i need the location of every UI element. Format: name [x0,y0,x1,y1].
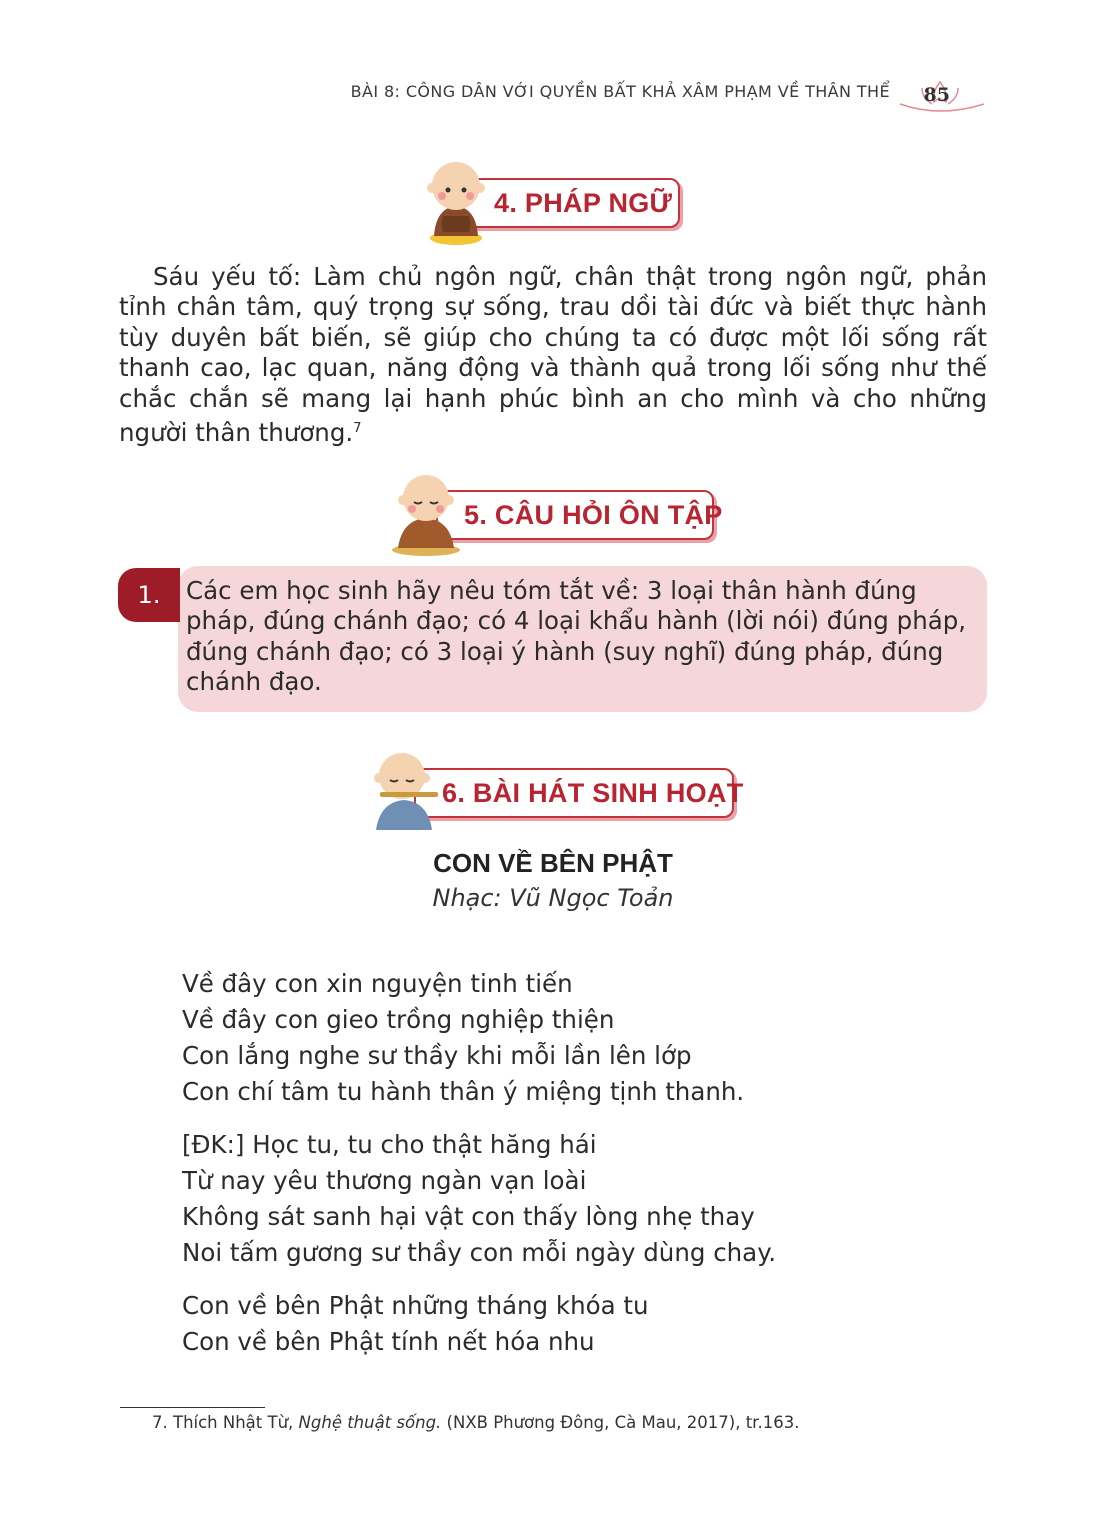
song-line: Con về bên Phật những tháng khóa tu [182,1291,649,1320]
song-composer: Nhạc: Vũ Ngọc Toản [432,884,674,912]
footnote-book-title: Nghệ thuật sống. [298,1413,442,1432]
song-line: Về đây con gieo trồng nghiệp thiện [182,1005,615,1034]
dharma-paragraph [119,262,987,449]
section-heading-4 [420,156,690,246]
footnote-rule [120,1407,265,1408]
section-title: 5. CÂU HỎI ÔN TẬP [464,499,723,530]
monk-meditating-icon [388,468,464,558]
section-heading-box [414,768,744,818]
section-heading-6 [366,746,744,836]
song-line: Con lắng nghe sư thầy khi mỗi lần lên lớp [182,1041,692,1070]
song-title: CON VỀ BÊN PHẬT [433,848,673,878]
section-heading-box [462,178,680,228]
running-title: BÀI 8: CÔNG DÂN VỚI QUYỀN BẤT KHẢ XÂM PHẠM VỀ THÂN THỂ [350,82,890,101]
song-line: [ĐK:] Học tu, tu cho thật hăng hái [182,1130,597,1159]
song-line: Con về bên Phật tính nết hóa nhu [182,1327,595,1356]
footnote-prefix: 7. Thích Nhật Từ, [152,1413,299,1432]
song-line: Con chí tâm tu hành thân ý miệng tịnh thanh. [182,1077,745,1106]
footnote-ref: 7 [353,421,362,437]
monk-flute-icon [366,746,442,836]
footnote [152,1413,799,1432]
page-number: 85 [923,84,950,106]
song-line: Noi tấm gương sư thầy con mỗi ngày dùng chay. [182,1238,776,1267]
song-stanza-1 [182,966,744,1110]
song-stanza-3 [182,1288,649,1360]
song-stanza-2 [182,1127,776,1271]
paragraph-text: Sáu yếu tố: Làm chủ ngôn ngữ, chân thật trong ngôn ngữ, phản tỉnh chân tâm, quý trọng sự sống, trau dồi tài đức và biết thực hành tùy duyên bất biến, sẽ giúp cho chúng ta có được một lối sống rất thanh cao, lạc quan, năng động và thành quả trong lối sống như thế chắc chắn sẽ mang lại hạnh phúc bình an cho mình và cho những người thân thương. [119,262,987,448]
section-heading-5 [388,468,723,558]
song-line: Từ nay yêu thương ngàn vạn loài [182,1166,587,1195]
footnote-suffix: (NXB Phương Đông, Cà Mau, 2017), tr.163. [441,1413,800,1432]
running-header [300,78,1060,114]
section-heading-box [436,490,723,540]
song-line: Không sát sanh hại vật con thấy lòng nhẹ thay [182,1202,755,1231]
song-line: Về đây con xin nguyện tinh tiến [182,969,573,998]
section-title: 4. PHÁP NGỮ [494,187,673,218]
section-title: 6. BÀI HÁT SINH HOẠT [442,777,744,808]
question-text: Các em học sinh hãy nêu tóm tắt về: 3 loại thân hành đúng pháp, đúng chánh đạo; có 4 loại khẩu hành (lời nói) đúng pháp, đúng chánh đạo; có 3 loại ý hành (suy nghĩ) đúng pháp, đúng chánh đạo. [186,576,967,697]
question-number: 1. [118,568,180,622]
monk-reading-icon [420,156,492,246]
